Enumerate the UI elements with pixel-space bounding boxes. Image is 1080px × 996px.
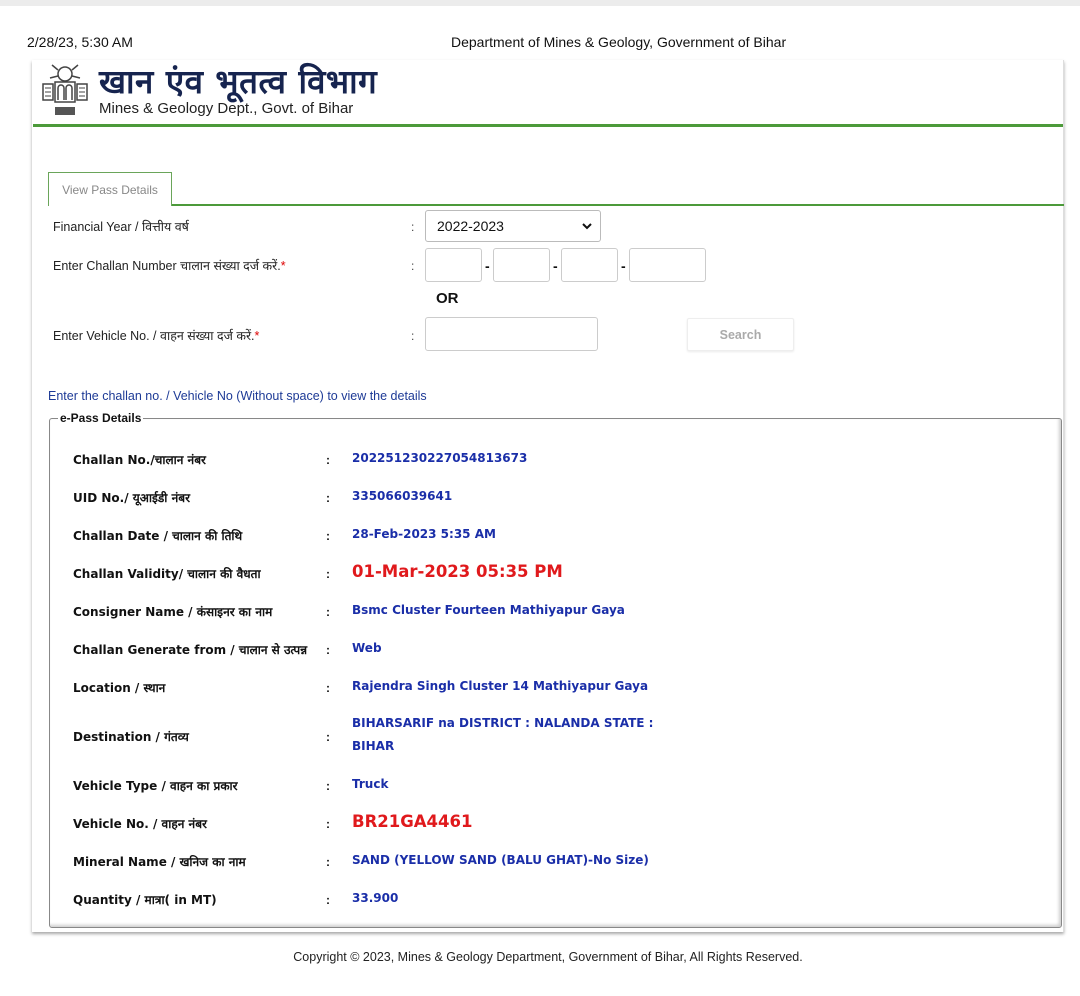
bihar-emblem-icon [40,62,90,118]
challan-part-4-input[interactable] [629,248,706,282]
detail-label: Challan Validity/ चालान की वैधता [73,567,261,581]
colon: : [411,329,415,343]
detail-label: Mineral Name / खनिज का नाम [73,855,246,869]
detail-value: Web [352,641,382,655]
detail-colon: : [326,779,330,793]
challan-part-3-input[interactable] [561,248,618,282]
challan-separator: - [553,258,558,274]
detail-label: Quantity / मात्रा( in MT) [73,893,217,907]
detail-colon: : [326,567,330,581]
detail-colon: : [326,893,330,907]
detail-colon: : [326,453,330,467]
top-strip [0,0,1080,6]
detail-label: Challan Date / चालान की तिथि [73,529,243,543]
challan-separator: - [485,258,490,274]
colon: : [411,259,415,273]
detail-value: Truck [352,777,389,791]
detail-value-line2: BIHAR [352,739,395,753]
tab-underline [48,204,1064,206]
print-datetime: 2/28/23, 5:30 AM [27,34,133,50]
footer-copyright: Copyright © 2023, Mines & Geology Department, Government of Bihar, All Rights Reserved. [293,950,803,964]
tab-view-pass-details[interactable]: View Pass Details [48,172,172,206]
challan-separator: - [621,258,626,274]
detail-value: SAND (YELLOW SAND (BALU GHAT)-No Size) [352,853,649,867]
print-page-title: Department of Mines & Geology, Government of Bihar [451,34,787,50]
detail-value: Rajendra Singh Cluster 14 Mathiyapur Gaya [352,679,649,693]
detail-label: Challan No./चालान नंबर [73,453,206,467]
epass-details-panel [49,418,1062,928]
chevron-down-icon [581,220,593,232]
detail-colon: : [326,730,330,744]
financial-year-label: Financial Year / वित्तीय वर्ष [53,220,189,234]
vehicle-number-label: Enter Vehicle No. / वाहन संख्या दर्ज करें.* [53,329,260,343]
detail-value: 202251230227054813673 [352,451,528,465]
detail-colon: : [326,817,330,831]
detail-label: Location / स्थान [73,681,166,695]
instruction-text: Enter the challan no. / Vehicle No (Without space) to view the details [48,389,427,403]
detail-label: Vehicle No. / वाहन नंबर [73,817,207,831]
detail-label: Challan Generate from / चालान से उत्पन्न [73,643,308,657]
detail-colon: : [326,529,330,543]
challan-part-2-input[interactable] [493,248,550,282]
detail-colon: : [326,855,330,869]
search-button[interactable]: Search [687,318,794,351]
detail-value: BIHARSARIF na DISTRICT : NALANDA STATE : [352,716,654,730]
detail-value: Bsmc Cluster Fourteen Mathiyapur Gaya [352,603,625,617]
brand-title-english: Mines & Geology Dept., Govt. of Bihar [99,100,354,117]
detail-value: BR21GA4461 [352,812,473,831]
detail-value: 28-Feb-2023 5:35 AM [352,527,496,541]
required-mark: * [254,329,260,343]
detail-label: UID No./ यूआईडी नंबर [73,491,190,505]
epass-details-legend: e-Pass Details [60,411,142,425]
detail-colon: : [326,681,330,695]
required-mark: * [280,259,286,273]
detail-label: Vehicle Type / वाहन का प्रकार [73,779,238,793]
detail-colon: : [326,643,330,657]
challan-part-1-input[interactable] [425,248,482,282]
detail-colon: : [326,491,330,505]
challan-number-label: Enter Challan Number चालान संख्या दर्ज करें.* [53,259,286,273]
financial-year-value: 2022-2023 [437,218,504,234]
detail-value: 01-Mar-2023 05:35 PM [352,562,563,581]
colon: : [411,220,415,234]
financial-year-select[interactable] [425,210,601,242]
detail-value: 335066039641 [352,489,453,503]
detail-colon: : [326,605,330,619]
or-separator: OR [436,290,459,307]
brand-title-hindi: खान एंव भूतत्व विभाग [99,62,378,101]
detail-value: 33.900 [352,891,399,905]
header-divider [33,124,1063,127]
detail-label: Destination / गंतव्य [73,730,189,744]
detail-label: Consigner Name / कंसाइनर का नाम [73,605,273,619]
vehicle-number-input[interactable] [425,317,598,351]
